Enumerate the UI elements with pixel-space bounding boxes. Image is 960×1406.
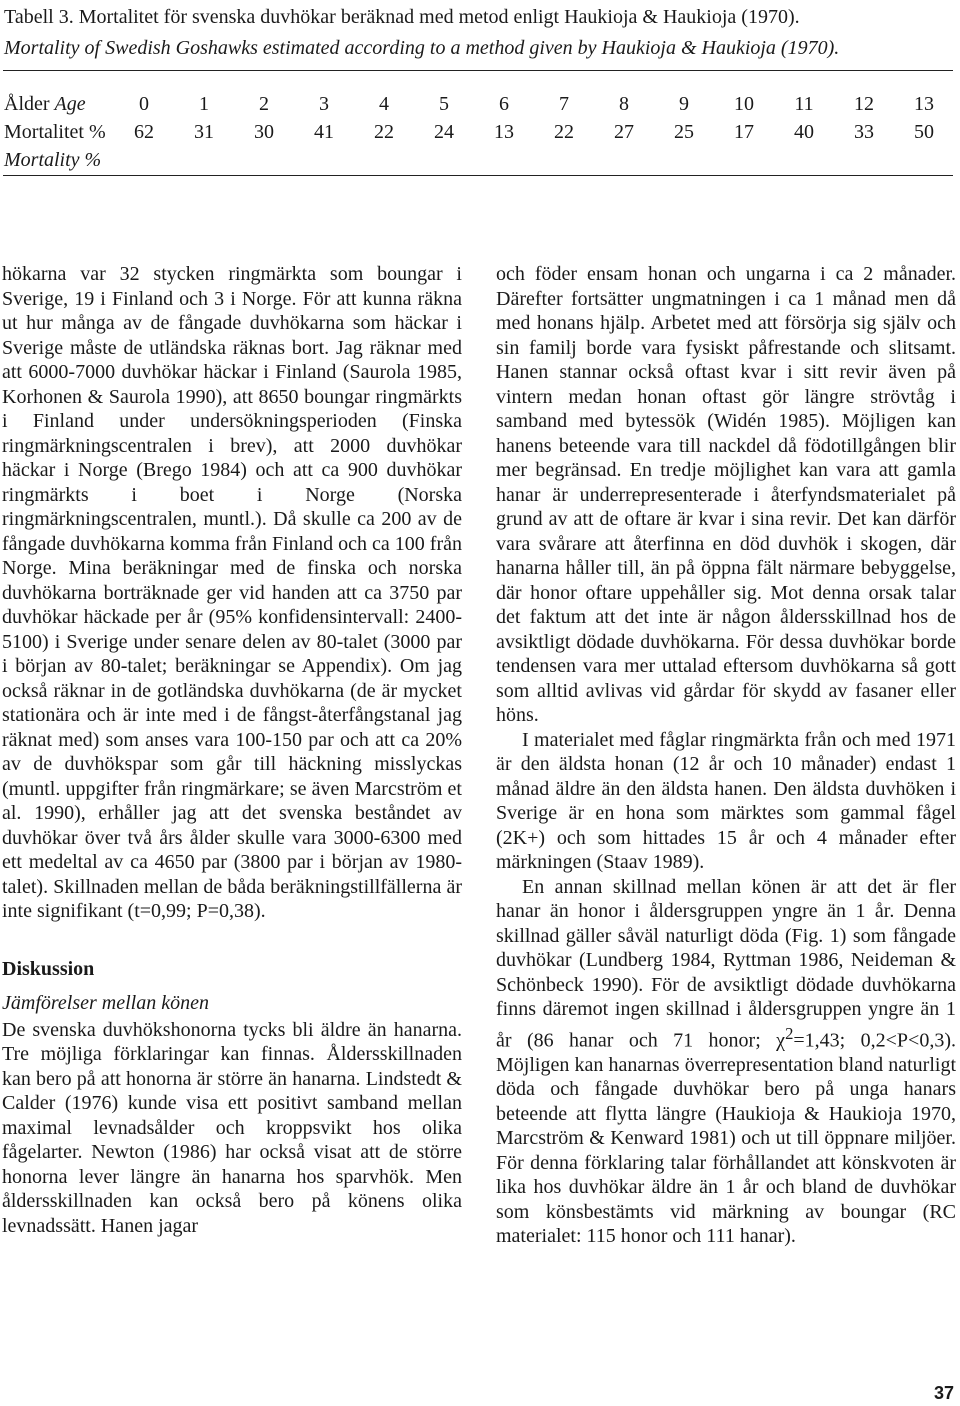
left-column — [2, 262, 462, 1238]
mortality-label: Mortalitet % — [4, 121, 106, 143]
table-bottom-rule — [3, 175, 953, 176]
mortality-cell: 27 — [614, 121, 634, 143]
chi-text-before: En annan skillnad mellan könen är att det är fler hanar än honor i åldersgruppen yngre än 1 år. Denna skillnad gäller såväl naturligt döda (Fig. 1) som fångade duvhökar (Lundberg 1984, Ryttman 1986, Neideman & Schönbeck 1990). För de avsiktligt dödade duvhökarna finns däremot ingen skillnad i åldersgruppen yngre än 1 år (86 hanar och 71 honor; χ — [496, 875, 956, 1052]
body-paragraph: och föder ensam honan och ungarna i ca 2 månader. Därefter fortsätter ungmatningen i ca 1 månad men då med honans hjälp. Arbetet med att försörja sig själv och sin familj borde vara fysiskt påfrestande och slitsamt. Hanen stannar också oftast kvar i sitt revir även på vintern medan honan oftast gör längre strövtåg i samband med bytessök (Widén 1985). Möjligen kan hanens beteende vara till nackdel då födotillgången blir mer begränsad. En tredje möjlighet kan vara att gamla hanar är underrepresenterade i återfyndsmaterialet på grund av att de oftare är kvar i sina revir. Det kan därför vara svårare att återfinna en död duvhök i skogen, där hanarna håller till, än på öppna fält närmare bebyggelse, där honor oftare uppehåller sig. Mot denna orsak talar det faktum att det inte är någon åldersskillnad hos de avsiktligt dödade duvhökarna. För dessa duvhökar borde tendensen vara mer uttalad eftersom duvhökarna så gott som alltid avlivas vid gårdar för skydd av fasaner eller höns. — [496, 263, 956, 726]
body-paragraph: I materialet med fåglar ringmärkta från och med 1971 är den äldsta honan (12 år och 10 månader) endast 1 månad äldre än den äldsta hanen. Den äldsta duvhöken i Sverige är en hona som märktes som gammal fågel (2K+) och som hittades 15 år och 4 månader efter märkningen (Staav 1989). — [496, 728, 956, 873]
caption-english: Mortality of Swedish Goshawks estimated according to a method given by Haukioja & Haukioja (1970). — [4, 37, 840, 59]
age-cell: 13 — [914, 93, 934, 115]
subsection-heading: Jämförelser mellan könen — [2, 992, 209, 1014]
chi-superscript: 2 — [785, 1023, 794, 1043]
age-cell: 1 — [199, 93, 209, 115]
mortality-cell: 40 — [794, 121, 814, 143]
table-top-rule — [3, 70, 953, 71]
mortality-table — [4, 90, 954, 174]
mortality-cell: 30 — [254, 121, 274, 143]
right-column — [496, 262, 956, 1249]
page-number: 37 — [933, 1383, 954, 1403]
mortality-cell: 22 — [554, 121, 574, 143]
caption-swedish: Tabell 3. Mortalitet för svenska duvhökar beräknad med metod enligt Haukioja & Haukioja (1970). — [4, 6, 800, 28]
age-cell: 11 — [794, 93, 814, 115]
age-label-en: Age — [54, 93, 86, 115]
section-heading: Diskussion — [2, 957, 95, 980]
body-paragraph-chi — [496, 875, 956, 1249]
mortality-cell: 13 — [494, 121, 514, 143]
table-row-mortality-en — [4, 146, 954, 174]
age-cell: 9 — [679, 93, 689, 115]
age-cell: 8 — [619, 93, 629, 115]
age-cell: 3 — [319, 93, 329, 115]
age-label-cell — [4, 90, 114, 118]
age-cell: 12 — [854, 93, 874, 115]
mortality-cell: 41 — [314, 121, 334, 143]
mortality-cell: 25 — [674, 121, 694, 143]
table-row-age — [4, 90, 954, 118]
mortality-cell: 24 — [434, 121, 454, 143]
mortality-label-en: Mortality % — [4, 149, 102, 171]
age-cell: 4 — [379, 93, 389, 115]
table-row-mortality — [4, 118, 954, 146]
mortality-cell: 62 — [134, 121, 154, 143]
mortality-cell: 22 — [374, 121, 394, 143]
mortality-cell: 17 — [734, 121, 754, 143]
age-cell: 6 — [499, 93, 509, 115]
mortality-cell: 31 — [194, 121, 214, 143]
age-cell: 10 — [734, 93, 754, 115]
age-cell: 5 — [439, 93, 449, 115]
table-caption — [4, 2, 949, 64]
age-cell: 2 — [259, 93, 269, 115]
body-paragraph: De svenska duvhökshonorna tycks bli äldre än hanarna. Tre möjliga förklaringar kan finnas. Åldersskillnaden kan bero på att honorna är större än hanarna. Lindstedt & Calder (1976) kunde visa ett positivt samband mellan maximal levnadsålder och kroppsvikt hos olika fågelarter. Newton (1986) har också visat att de större honorna lever längre än hanarna hos sparvhök. Men åldersskillnaden kan också bero på könens olika levnadssätt. Hanen jagar — [2, 1018, 462, 1237]
body-paragraph: hökarna var 32 stycken ringmärkta som boungar i Sverige, 19 i Finland och 3 i Norge. För att kunna räkna ut hur många av de fångade duvhökarna som häckar i Sverige måste de utländska räknas bort. Jag räknar med att 6000-7000 duvhökar häckar i Finland (Saurola 1985, Korhonen & Saurola 1990), att 8650 boungar ringmärkts i Finland under undersökningsperioden (Finska ringmärkningscentralen i brev), att 2000 duvhökar häckar i Norge (Brego 1984) och att ca 900 duvhökar ringmärkts i boet i Norge (Norska ringmärkningscentralen, muntl.). Då skulle ca 200 av de fångade duvhökarna komma från Finland och ca 100 från Norge. Mina beräkningar med de finska och norska duvhökarna borträknade ger vid handen att ca 3750 par duvhökar häckade per år (95% konfidensintervall: 2400-5100) i Sverige under senare delen av 80-talet (3000 par i början av 80-talet; beräkningar se Appendix). Om jag också räknar in de gotländska duvhökarna (de är mycket stationära och är inte med i de fångst-återfångstanal jag räknat med) som anses vara 100-150 par och att ca 20% av de duvhökspar som går till häckning misslyckas (muntl. uppgifter från ringmärkare; se även Marcström et al. 1990), erhåller jag att det svenska beståndet av duvhökar över två års ålder skulle vara 3000-6300 med ett medeltal av ca 4650 par (3800 par i början av 1980-talet). Skillnaden mellan de båda beräkningstillfällerna är inte signifikant (t=0,99; P=0,38). — [2, 263, 462, 922]
age-label: Ålder — [4, 93, 50, 115]
chi-text-after: =1,43; 0,2<P<0,3). Möjligen kan hanarnas överrepresentation bland naturligt döda och fångade duvhökar bero på unga hanars beteende att flytta längre (Haukioja & Haukioja 1970, Marcström & Kenward 1981) och ut till öppnare miljöer. För denna förklaring talar förhållandet att könskvoten är lika hos duvhökar äldre än 1 år och bland de duvhökar som könsbestämts vid märkning av boungar (RC materialet: 115 honor och 111 hanar). — [496, 1029, 956, 1248]
mortality-cell: 33 — [854, 121, 874, 143]
age-cell: 0 — [139, 93, 149, 115]
age-cell: 7 — [559, 93, 569, 115]
mortality-cell: 50 — [914, 121, 934, 143]
